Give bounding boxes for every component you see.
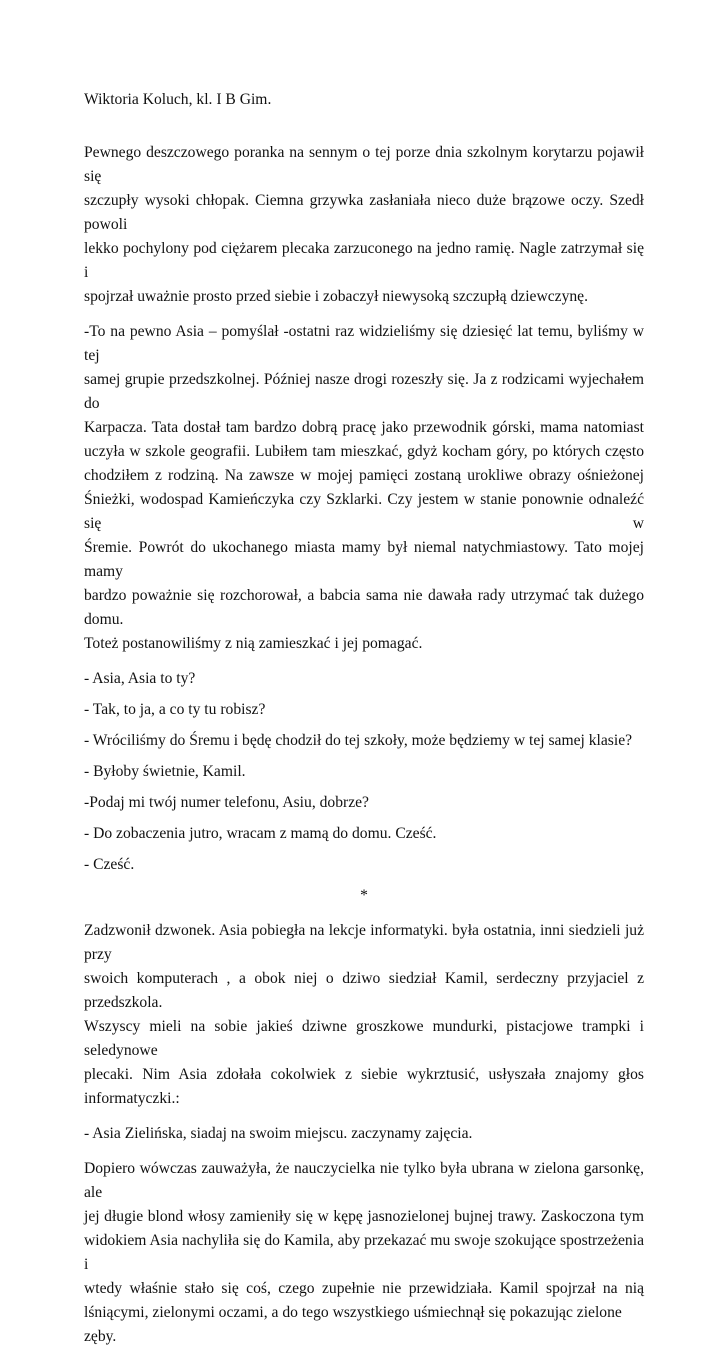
text-line: bardzo poważnie się rozchorował, a babcia sama nie dawała rady utrzymać tak dużego domu. xyxy=(84,587,644,628)
text-line: chodziłem z rodziną. Na zawsze w mojej pamięci zostaną urokliwe obrazy ośnieżonej xyxy=(84,467,644,484)
dialogue-line: -Podaj mi twój numer telefonu, Asiu, dobrze? xyxy=(84,794,369,811)
document-page xyxy=(84,0,644,1349)
text-line: plecaki. Nim Asia zdołała cokolwiek z siebie wykrztusić, usłyszała znajomy głos xyxy=(84,1066,644,1083)
text-line: szczupły wysoki chłopak. Ciemna grzywka zasłaniała nieco duże brązowe oczy. Szedł powoli xyxy=(84,192,644,233)
paragraph-1 xyxy=(84,141,644,309)
text-line: Wszyscy mieli na sobie jakieś dziwne groszkowe mundurki, pistacjowe trampki i seledynowe xyxy=(84,1018,644,1059)
text-line: lśniącymi, zielonymi oczami, a do tego wszystkiego uśmiechnął się pokazując zielone zęby. xyxy=(84,1304,622,1345)
text-line: wtedy właśnie stało się coś, czego zupełnie nie przewidziała. Kamil spojrzał na nią xyxy=(84,1280,644,1297)
text-line: widokiem Asia nachyliła się do Kamila, aby przekazać mu swoje szokujące spostrzeżenia i xyxy=(84,1232,644,1273)
dialogue-line: - Do zobaczenia jutro, wracam z mamą do domu. Cześć. xyxy=(84,825,437,842)
text-line: Śnieżki, wodospad Kamieńczyka czy Szklarki. Czy jestem w stanie ponownie odnaleźć się w xyxy=(84,491,644,532)
dialogue-line: - Wróciliśmy do Śremu i będę chodził do tej szkoły, może będziemy w tej samej klasie? xyxy=(84,732,633,749)
text-line: Śremie. Powrót do ukochanego miasta mamy był niemal natychmiastowy. Tato mojej mamy xyxy=(84,539,644,580)
text-line: lekko pochylony pod ciężarem plecaka zarzuconego na jedno ramię. Nagle zatrzymał się i xyxy=(84,240,644,281)
paragraph-4 xyxy=(84,1157,644,1349)
dialogue-line: - Byłoby świetnie, Kamil. xyxy=(84,763,246,780)
text-line: informatyczki.: xyxy=(84,1090,180,1107)
text-line: samej grupie przedszkolnej. Później nasze drogi rozeszły się. Ja z rodzicami wyjechałem do xyxy=(84,371,644,412)
text-line: spojrzał uważnie prosto przed siebie i zobaczył niewysoką szczupłą dziewczynę. xyxy=(84,288,588,305)
text-line: -To na pewno Asia – pomyślał -ostatni raz widzieliśmy się dziesięć lat temu, byliśmy w tej xyxy=(84,323,644,364)
dialogue-line: - Cześć. xyxy=(84,856,135,873)
section-separator: * xyxy=(360,887,368,904)
text-line: swoich komputerach , a obok niej o dziwo siedział Kamil, serdeczny przyjaciel z przedszkola. xyxy=(84,970,644,1011)
author-header: Wiktoria Koluch, kl. I B Gim. xyxy=(84,91,272,108)
text-line: Zadzwonił dzwonek. Asia pobiegła na lekcje informatyki. była ostatnia, inni siedzieli już przy xyxy=(84,922,644,963)
text-line: Karpacza. Tata dostał tam bardzo dobrą pracę jako przewodnik górski, mama natomiast xyxy=(84,419,644,436)
text-line: Dopiero wówczas zauważyła, że nauczycielka nie tylko była ubrana w zielona garsonkę, ale xyxy=(84,1160,644,1201)
dialogue-line: - Tak, to ja, a co ty tu robisz? xyxy=(84,701,266,718)
text-line: jej długie blond włosy zamieniły się w kępę jasnozielonej bujnej trawy. Zaskoczona tym xyxy=(84,1208,644,1225)
text-line: Toteż postanowiliśmy z nią zamieszkać i jej pomagać. xyxy=(84,635,423,652)
text-line: uczyła w szkole geografii. Lubiłem tam mieszkać, gdyż kocham góry, po których często xyxy=(84,443,644,460)
dialogue-line: - Asia, Asia to ty? xyxy=(84,670,196,687)
teacher-line: - Asia Zielińska, siadaj na swoim miejscu. zaczynamy zajęcia. xyxy=(84,1125,473,1142)
paragraph-3 xyxy=(84,919,644,1111)
paragraph-2 xyxy=(84,320,644,656)
text-line: Pewnego deszczowego poranka na sennym o tej porze dnia szkolnym korytarzu pojawił się xyxy=(84,144,644,185)
